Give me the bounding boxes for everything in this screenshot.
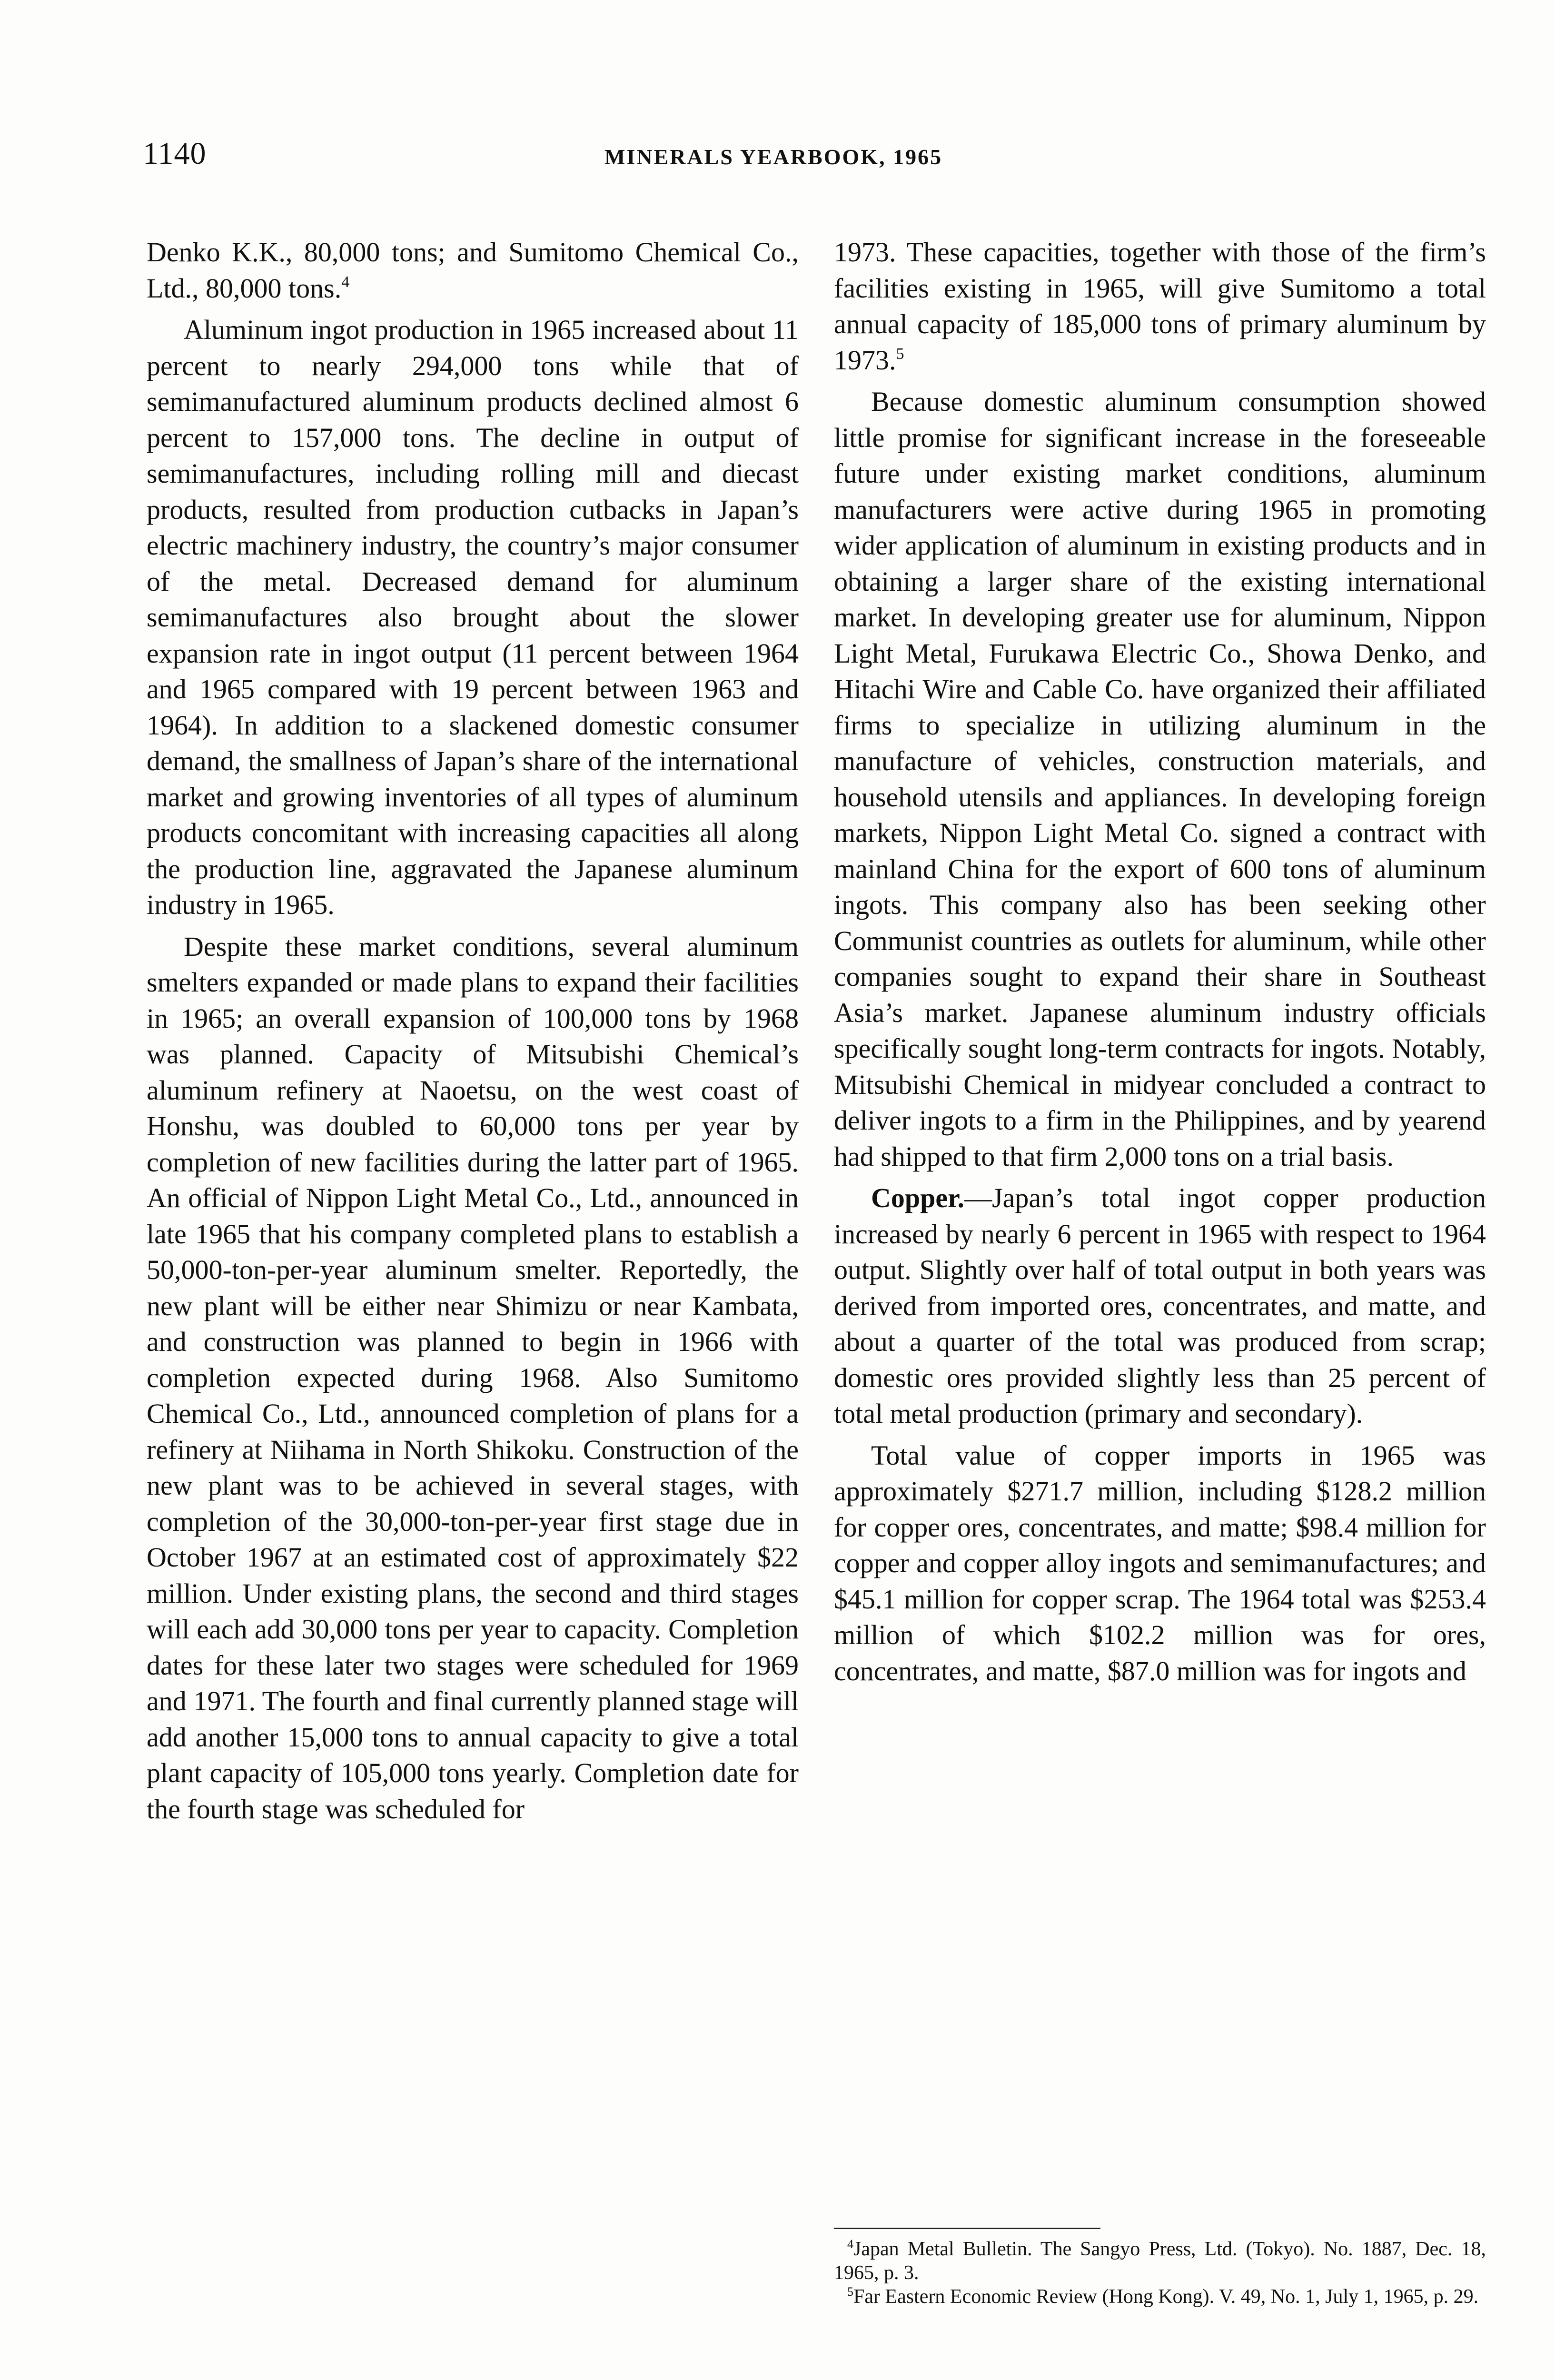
page-header <box>143 136 1490 178</box>
paragraph <box>834 1180 1486 1432</box>
footnote <box>834 2237 1486 2285</box>
paragraph <box>834 234 1486 378</box>
paragraph: Total value of copper imports in 1965 was approximately $271.7 million, including $128.2 million for copper ores, concentrates, and matte; $98.4 million for copper and copper alloy ingots and semimanufactures; and $45.1 million for copper scrap. The 1964 total was $253.4 million of which $102.2 million was for ores, concentrates, and matte, $87.0 million was for ingots and <box>834 1439 1486 1686</box>
footnote-mark: 4 <box>847 2237 853 2251</box>
footnote-text: Japan Metal Bulletin. The Sangyo Press, Ltd. (Tokyo). No. 1887, Dec. 18, 1965, p. 3. <box>834 2238 1486 2284</box>
running-head: MINERALS YEARBOOK, 1965 <box>604 145 943 169</box>
footnote-divider <box>834 2228 1100 2229</box>
footnotes <box>834 2237 1486 2309</box>
section-heading: Copper. <box>871 1182 965 1213</box>
paragraph: Aluminum ingot production in 1965 increased about 11 percent to nearly 294,000 tons while that of semimanufactured aluminum products declined almost 6 percent to 157,000 tons. The decline in output of semimanufactures, including rolling mill and diecast products, resulted from production cutbacks in Japan’s electric machinery industry, the country’s major consumer of the metal. Decreased demand for aluminum semimanufactures also brought about the slower expansion rate in ingot output (11 percent between 1964 and 1965 compared with 19 percent between 1963 and 1964). In addition to a slackened domestic consumer demand, the smallness of Japan’s share of the international market and growing inventories of all types of aluminum products concomitant with increasing capacities all along the production line, aggravated the Japanese aluminum industry in 1965. <box>147 314 799 920</box>
paragraph: Because domestic aluminum consumption showed little promise for significant increase in the foreseeable future under existing market conditions, aluminum manufacturers were active during 1965 in promoting wider application of aluminum in existing products and in obtaining a larger share of the existing international market. In developing greater use for aluminum, Nippon Light Metal, Furukawa Electric Co., Showa Denko, and Hitachi Wire and Cable Co. have organized their affiliated firms to specialize in utilizing aluminum in the manufacture of vehicles, construction materials, and household utensils and appliances. In developing foreign markets, Nippon Light Metal Co. signed a contract with mainland China for the export of 600 tons of aluminum ingots. This company also has been seeking other Communist countries as outlets for aluminum, while other companies sought to expand their share in Southeast Asia’s market. Japanese aluminum industry officials specifically sought long-term contracts for ingots. Notably, Mitsubishi Chemical in midyear concluded a contract to deliver ingots to a firm in the Philippines, and by yearend had shipped to that firm 2,000 tons on a trial basis. <box>834 386 1486 1172</box>
footnote-text: Far Eastern Economic Review (Hong Kong). V. 49, No. 1, July 1, 1965, p. 29. <box>853 2286 1479 2308</box>
footnote-ref: 4 <box>341 273 350 291</box>
paragraph-text: 1973. These capacities, together with those of the firm’s facilities existing in 1965, will give Sumitomo a total annual capacity of 185,000 tons of primary aluminum by 1973. <box>834 237 1486 376</box>
paragraph: Despite these market conditions, several aluminum smelters expanded or made plans to expand their facilities in 1965; an overall expansion of 100,000 tons by 1968 was planned. Capacity of Mitsubishi Chemical’s aluminum refinery at Naoetsu, on the west coast of Honshu, was doubled to 60,000 tons per year by completion of new facilities during the latter part of 1965. An official of Nippon Light Metal Co., Ltd., announced in late 1965 that his company completed plans to establish a 50,000-ton-per-year aluminum smelter. Reportedly, the new plant will be either near Shimizu or near Kambata, and construction was planned to begin in 1966 with completion expected during 1968. Also Sumitomo Chemical Co., Ltd., announced completion of plans for a refinery at Niihama in North Shikoku. Construction of the new plant was to be achieved in several stages, with completion of the 30,000-ton-per-year first stage due in October 1967 at an estimated cost of approximately $22 million. Under existing plans, the second and third stages will each add 30,000 tons per year to capacity. Completion dates for these later two stages were scheduled for 1969 and 1971. The fourth and final currently planned stage will add another 15,000 tons to annual capacity to give a total plant capacity of 105,000 tons yearly. Completion date for the fourth stage was scheduled for <box>147 931 799 1825</box>
footnote-ref: 5 <box>896 345 904 363</box>
paragraph-text: Denko K.K., 80,000 tons; and Sumitomo Chemical Co., Ltd., 80,000 tons. <box>147 237 799 304</box>
page-number: 1140 <box>143 136 207 171</box>
right-column <box>834 234 1486 1689</box>
paragraph <box>147 234 799 306</box>
footnote <box>834 2285 1486 2309</box>
paragraph-text: —Japan’s total ingot copper production increased by nearly 6 percent in 1965 with respect to 1964 output. Slightly over half of total output in both years was derived from imported ores, concentrates, and matte, and about a quarter of the total was produced from scrap; domestic ores provided slightly less than 25 percent of total metal production (primary and secondary). <box>834 1182 1486 1429</box>
left-column <box>147 234 799 1827</box>
footnote-mark: 5 <box>847 2285 853 2299</box>
